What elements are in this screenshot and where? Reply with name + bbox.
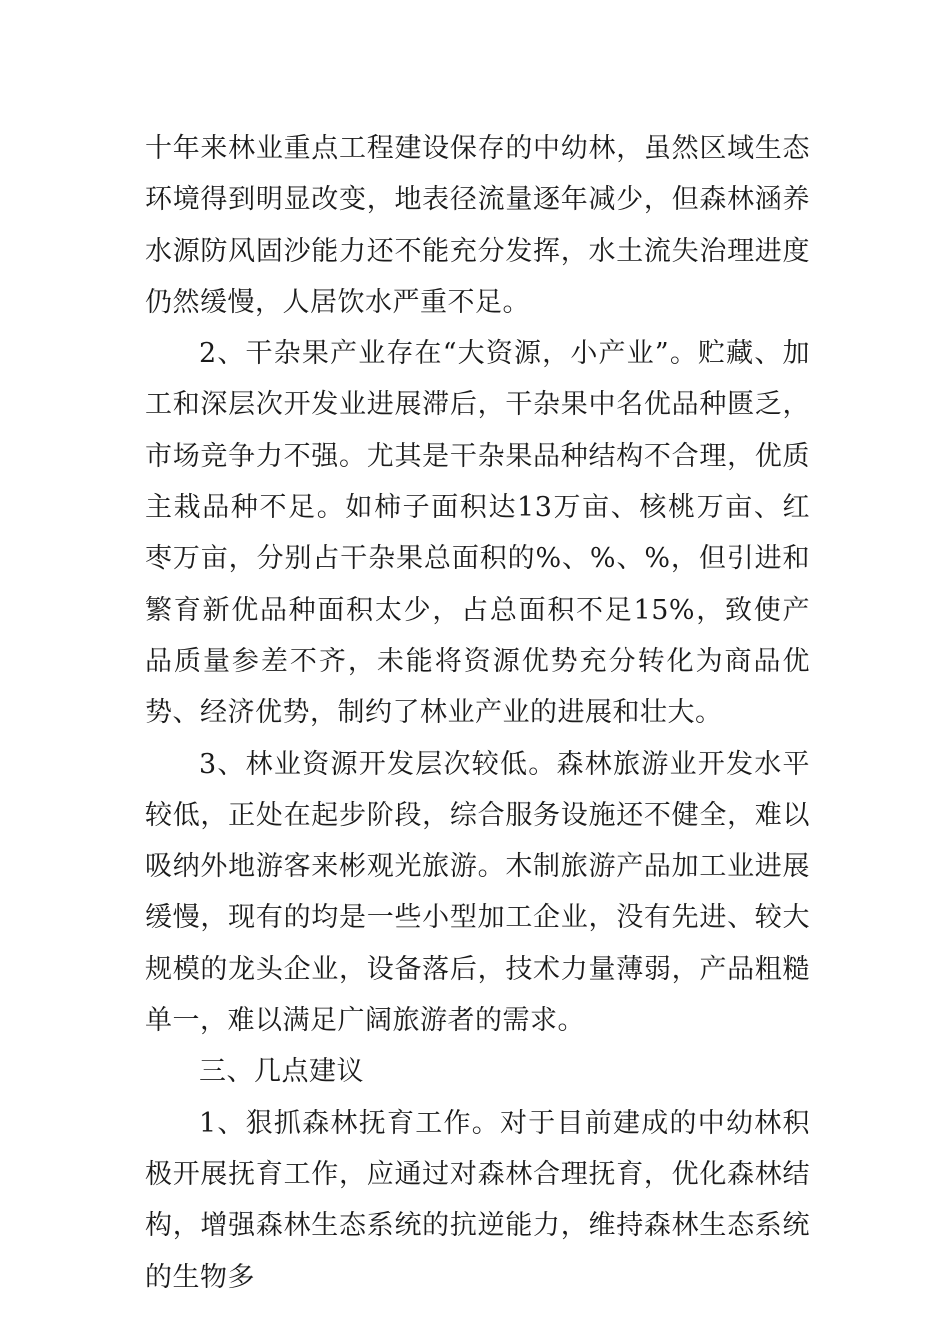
document-body: [145, 123, 810, 1303]
paragraph-continuation: 十年来林业重点工程建设保存的中幼林，虽然区域生态环境得到明显改变，地表径流量逐年减少，但森林涵养水源防风固沙能力还不能充分发挥，水土流失治理进度仍然缓慢，人居饮水严重不足。: [145, 133, 810, 318]
paragraph-forest-tending: 1、狠抓森林抚育工作。对于目前建成的中幼林积极开展抚育工作，应通过对森林合理抚育，优化森林结构，增强森林生态系统的抗逆能力，维持森林生态系统的生物多: [145, 1107, 810, 1293]
section-heading-suggestions: 三、几点建议: [199, 1056, 364, 1088]
paragraph-dried-fruit-industry: 2、干杂果产业存在“大资源，小产业”。贮藏、加工和深层次开发业进展滞后，干杂果中名优品种匮乏，市场竞争力不强。尤其是干杂果品种结构不合理，优质主栽品种不足。如柿子面积达13万亩、核桃万亩、红枣万亩，分别占干杂果总面积的%、%、%，但引进和繁育新优品种面积太少，占总面积不足15%，致使产品质量参差不齐，未能将资源优势充分转化为商品优势、经济优势，制约了林业产业的进展和壮大。: [145, 338, 810, 729]
paragraph-forest-resource-development: 3、林业资源开发层次较低。森林旅游业开发水平较低，正处在起步阶段，综合服务设施还不健全，难以吸纳外地游客来彬观光旅游。木制旅游产品加工业进展缓慢，现有的均是一些小型加工企业，没有先进、较大规模的龙头企业，设备落后，技术力量薄弱，产品粗糙单一，难以满足广阔旅游者的需求。: [145, 748, 810, 1037]
